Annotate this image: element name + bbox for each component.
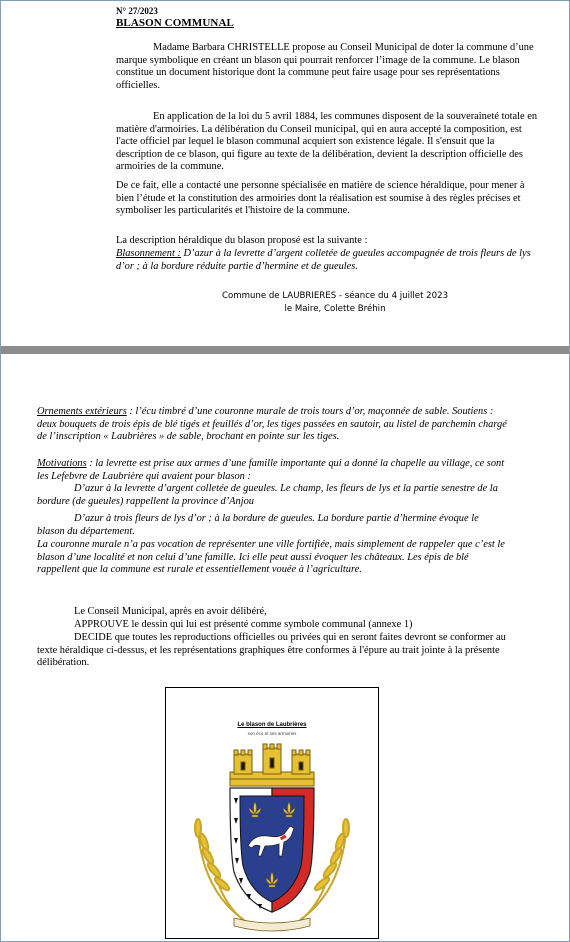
motivations-text: : la levrette est prise aux armes d’une famille importante qui a donné la chapelle au village, ce sont les Lefebvre de Laubrière qui avaient pour blason : [37,458,505,482]
parchment-scroll [234,918,310,931]
mayor-line: le Maire, Colette Bréhin [284,304,386,314]
law-paragraph: En application de la loi du 5 avril 1884, les communes disposent de la souveraineté totale en matière d'armoiries. La délibération du Conseil municipal, qui en aura accepté la composition, est l'acte officiel par lequel le blason communal acquiert son existence légale. Il s'ensuit que la description de ce blason, qui figure au texte de la délibération, devient la description officielle des armoiries de la commune. [116,111,538,173]
blasonnement [116,248,540,273]
ornements-paragraph [37,406,507,444]
page-1 [0,0,568,346]
motivations-label: Motivations [37,458,87,469]
coat-of-arms [184,742,360,932]
annex-image [165,687,379,939]
decision-intro: Le Conseil Municipal, après en avoir délibéré, [74,606,267,617]
blasonnement-label: Blasonnement : [116,248,181,259]
crown-paragraph: La couronne murale n’a pas vocation de représenter une ville fortifiée, mais simplement de rappeler que c’est le blason d’une localité et non celui d’une famille. Ici elle peut aussi évoquer les châteaux. Les épis de blé rappellent que la commune est rurale et essentiellement vouée à l’agriculture. [37,539,505,576]
motivations-paragraph [37,458,507,483]
page-divider [1,346,569,354]
session-line: Commune de LAUBRIERES - séance du 4 juillet 2023 [221,291,449,301]
blasonnement-text: D’azur à la levrette d’argent colletée de gueules accompagnée de trois fleurs de lys d’or ; à la bordure réduite partie d’hermine et de gueules. [116,248,531,272]
arms-lefebvre: D’azur à la levrette d’argent colletée de gueules. Le champ, les fleurs de lys et la partie senestre de la bordure (de gueules) rappellent la province d’Anjou [37,483,498,507]
intro-paragraph: Madame Barbara CHRISTELLE propose au Conseil Municipal de doter la commune d’une marque symbolique en créant un blason qui pourrait renforcer l’image de la commune. Le blason constitue un document historique dont la commune peut faire usage pour ses représentations officielles. [116,42,534,91]
specialist-paragraph: De ce fait, elle a contacté une personne spécialisée en matière de science héraldique, pour mener à bien l’étude et la constitution des armoiries dont la réalisation est soumise à des règles précises et symboliser les particularités et l'histoire de la commune. [116,180,525,217]
decision-approve: APPROUVE le dessin qui lui est présenté comme symbole communal (annexe 1) [74,619,413,630]
ornements-text: : l’écu timbré d’une couronne murale de trois tours d’or, maçonnée de sable. Soutiens : deux bouquets de trois épis de blé tigés et feuillés d’or, les tiges passées en sautoir, au listel de parchemin chargé de l’inscription « Laubrières » de sable, brochant en pointe sur les tiges. [37,406,507,443]
deliberation-number: N° 27/2023 [116,6,158,16]
annex-image-subtitle: son écu et ses armoiries [247,731,297,736]
description-intro: La description héraldique du blason proposé est la suivante : [116,235,368,246]
mural-crown-icon [230,744,314,786]
arms-anjou: D’azur à trois fleurs de lys d’or ; à la bordure de gueules. La bordure partie d’hermine évoque le blason du département. [37,513,479,537]
ornements-label: Ornements extérieurs [37,406,127,417]
decision-decide: DECIDE que toutes les reproductions officielles ou privées qui en seront faites devront se conformer au texte héraldique ci-dessus, et les représentations graphiques être conformes à l'épure au trait jointe à la présente délibération. [37,632,506,669]
page-2 [0,354,568,940]
deliberation-title: BLASON COMMUNAL [116,17,234,29]
annex-image-title: Le blason de Laubrières [237,722,307,728]
